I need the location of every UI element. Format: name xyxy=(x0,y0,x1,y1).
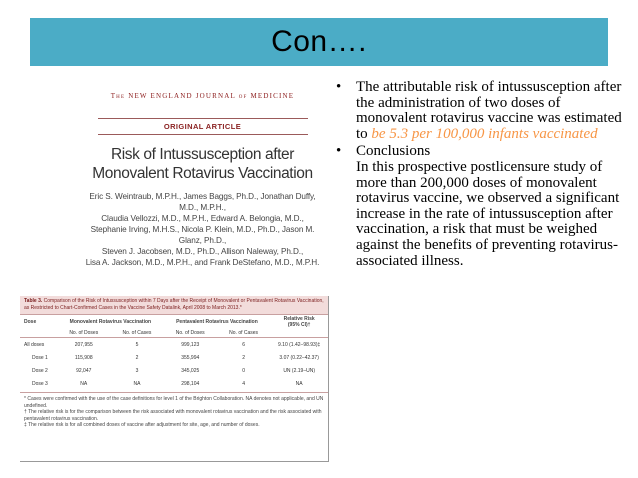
author-line: Steven J. Jacobsen, M.D., Ph.D., Allison Naleway, Ph.D., xyxy=(101,247,304,256)
rr-label: Relative Risk xyxy=(283,316,315,322)
bullet-item-conclusions xyxy=(336,144,626,269)
col-header-mono: Monovalent Rotavirus Vaccination xyxy=(69,319,152,325)
slide-title: Con…. xyxy=(271,25,367,58)
table-row xyxy=(20,338,328,352)
table-footnotes xyxy=(20,392,328,432)
bullet-text: The attributable risk of intussusception after the administration of two doses of monovalent rotavirus vaccine was estimated to xyxy=(356,79,622,142)
article-title-line: Monovalent Rotavirus Vaccination xyxy=(92,165,313,182)
author-line: Claudia Vellozzi, M.D., M.P.H., Edward A. Belongia, M.D., xyxy=(101,214,304,223)
cell-penta-doses: 999,123 xyxy=(181,341,200,348)
col-header-dose: Dose xyxy=(24,319,37,325)
bullet-text: In this prospective postlicensure study of more than 200,000 doses of monovalent rotavirus vaccine, we observed a significant increase in the rate of intussusception after vaccination, a risk that must be weighed against the benefits of preventing rotavirus-associated illness. xyxy=(356,158,620,269)
bullet-list xyxy=(336,80,626,271)
cell-mono-doses: 92,047 xyxy=(76,367,92,374)
cell-dose: Dose 3 xyxy=(32,380,48,387)
col-subheader-penta-doses: No. of Doses xyxy=(175,330,205,336)
table-caption xyxy=(20,296,328,314)
table-caption-label: Table 3. xyxy=(24,298,43,304)
col-subheader-mono-doses: No. of Doses xyxy=(69,330,99,336)
table-footnote: † The relative risk is for the comparison between the risk associated with monovalent rotavirus vaccination and the risk associated with pentavalent rotavirus vaccination. xyxy=(24,409,322,422)
cell-mono-doses: 207,955 xyxy=(74,341,93,348)
table-caption-text: Comparison of the Risk of Intussusception within 7 Days after the Receipt of Monovalent or Pentavalent Rotavirus Vaccination, as Restricted to Chart-Confirmed Cases in the Vaccine Safety Datalink, April 2008 to March 2013.* xyxy=(24,298,324,311)
journal-name: The NEW ENGLAND JOURNAL of MEDICINE xyxy=(110,92,295,100)
cell-mono-cases: 5 xyxy=(135,341,139,348)
bullet-heading: Conclusions xyxy=(356,143,431,160)
cell-mono-cases: 2 xyxy=(135,354,139,361)
cell-dose: Dose 2 xyxy=(32,367,48,374)
results-table-image xyxy=(20,296,329,462)
cell-rr: 9.10 (1.42–98.93)‡ xyxy=(278,341,321,348)
cell-dose: All doses xyxy=(24,341,45,348)
cell-penta-doses: 298,104 xyxy=(181,380,200,387)
bullet-marker: • xyxy=(336,143,342,160)
col-subheader-empty xyxy=(20,329,57,338)
col-header-rr xyxy=(270,315,328,330)
results-table xyxy=(20,314,328,390)
table-row xyxy=(20,364,328,377)
cell-penta-doses: 345,025 xyxy=(181,367,200,374)
table-footnote: * Cases were confirmed with the use of the case definitions for level 1 of the Brighton Collaboration. NA denotes not applicable, and UN undefined. xyxy=(24,396,324,409)
table-header-row xyxy=(20,315,328,330)
highlighted-risk-text: be 5.3 per 100,000 infants vaccinated xyxy=(371,125,598,142)
cell-mono-doses: 115,908 xyxy=(74,354,93,361)
author-list xyxy=(80,191,325,268)
table-subheader-row xyxy=(20,329,328,338)
cell-penta-cases: 6 xyxy=(242,341,245,348)
col-subheader-penta-cases: No. of Cases xyxy=(229,330,259,336)
table-row xyxy=(20,377,328,390)
article-title xyxy=(80,145,325,183)
rr-ci-label: (95% CI)† xyxy=(287,322,311,328)
cell-penta-cases: 0 xyxy=(242,367,245,374)
bullet-item-attributable-risk xyxy=(336,80,626,142)
cell-penta-cases: 2 xyxy=(242,354,245,361)
cell-mono-cases: 3 xyxy=(135,367,139,374)
article-type-label: ORIGINAL ARTICLE xyxy=(98,118,308,135)
cell-penta-cases: 4 xyxy=(242,380,245,387)
cell-rr: NA xyxy=(295,380,303,387)
cell-penta-doses: 355,994 xyxy=(181,354,200,361)
cell-mono-cases: NA xyxy=(133,380,141,387)
cell-dose: Dose 1 xyxy=(32,354,48,361)
table-footnote: ‡ The relative risk is for all combined doses of vaccine after adjustment for site, age, and number of doses. xyxy=(24,422,260,428)
cell-rr: 3.07 (0.22–42.37) xyxy=(279,354,319,361)
cell-rr: UN (2.19–UN) xyxy=(283,367,315,374)
article-header-image xyxy=(80,82,325,292)
author-line: Eric S. Weintraub, M.P.H., James Baggs, Ph.D., Jonathan Duffy, M.D., M.P.H., xyxy=(89,192,316,212)
col-subheader-mono-cases: No. of Cases xyxy=(122,330,152,336)
col-subheader-rr-empty xyxy=(270,329,328,338)
cell-mono-doses: NA xyxy=(80,380,88,387)
col-header-penta: Pentavalent Rotavirus Vaccination xyxy=(176,319,258,325)
table-row xyxy=(20,351,328,364)
author-line: Stephanie Irving, M.H.S., Nicola P. Klein, M.D., Ph.D., Jason M. Glanz, Ph.D., xyxy=(90,225,315,245)
bullet-marker: • xyxy=(336,79,342,95)
author-line: Lisa A. Jackson, M.D., M.P.H., and Frank DeStefano, M.D., M.P.H. xyxy=(85,258,320,267)
article-title-line: Risk of Intussusception after xyxy=(110,146,295,163)
slide-title-bar xyxy=(30,18,608,66)
